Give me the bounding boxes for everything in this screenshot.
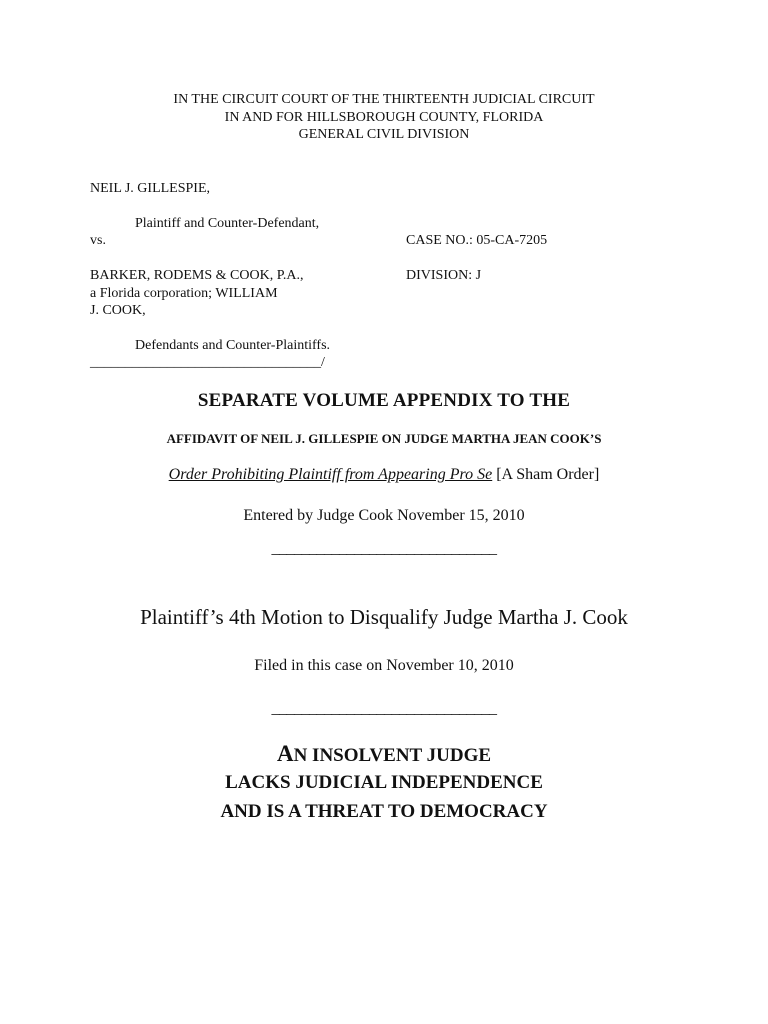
document-subtitle: AFFIDAVIT OF NEIL J. GILLESPIE ON JUDGE MARTHA JEAN COOK’S: [166, 431, 602, 446]
order-title: Order Prohibiting Plaintiff from Appearing Pro Se: [168, 466, 493, 483]
defendant-line-2: a Florida corporation; WILLIAM: [90, 286, 278, 301]
closing-line-1-rest: N INSOLVENT JUDGE: [293, 745, 492, 766]
motion-title: Plaintiff’s 4th Motion to Disqualify Judge Martha J. Cook: [140, 605, 628, 629]
plaintiff-name: NEIL J. GILLESPIE,: [90, 181, 211, 196]
closing-line-2: LACKS JUDICIAL INDEPENDENCE: [225, 772, 543, 793]
order-note: [A Sham Order]: [492, 466, 600, 483]
case-number: CASE NO.: 05-CA-7205: [406, 233, 548, 248]
motion-filed-date: Filed in this case on November 10, 2010: [254, 657, 514, 674]
closing-line-1: [0, 739, 768, 771]
separator-rule-1: ______________________________: [271, 540, 497, 557]
separator-rule-2: ______________________________: [271, 700, 497, 717]
closing-drop-letter: A: [276, 741, 294, 766]
defendant-line-1: BARKER, RODEMS & COOK, P.A.,: [90, 268, 304, 283]
defendant-role: Defendants and Counter-Plaintiffs.: [135, 338, 331, 353]
versus-label: vs.: [90, 233, 106, 248]
order-line: [0, 466, 768, 484]
closing-line-3: AND IS A THREAT TO DEMOCRACY: [220, 801, 548, 822]
defendant-line-3: J. COOK,: [90, 303, 146, 318]
document-title: SEPARATE VOLUME APPENDIX TO THE: [197, 390, 571, 411]
court-header-line-3: GENERAL CIVIL DIVISION: [298, 127, 470, 142]
court-header-line-2: IN AND FOR HILLSBOROUGH COUNTY, FLORIDA: [224, 110, 544, 125]
order-entered-date: Entered by Judge Cook November 15, 2010: [243, 507, 525, 524]
caption-rule: _________________________________/: [90, 355, 325, 370]
plaintiff-role: Plaintiff and Counter-Defendant,: [135, 216, 320, 231]
court-header-line-1: IN THE CIRCUIT COURT OF THE THIRTEENTH JUDICIAL CIRCUIT: [173, 92, 595, 107]
division-label: DIVISION: J: [406, 268, 482, 283]
